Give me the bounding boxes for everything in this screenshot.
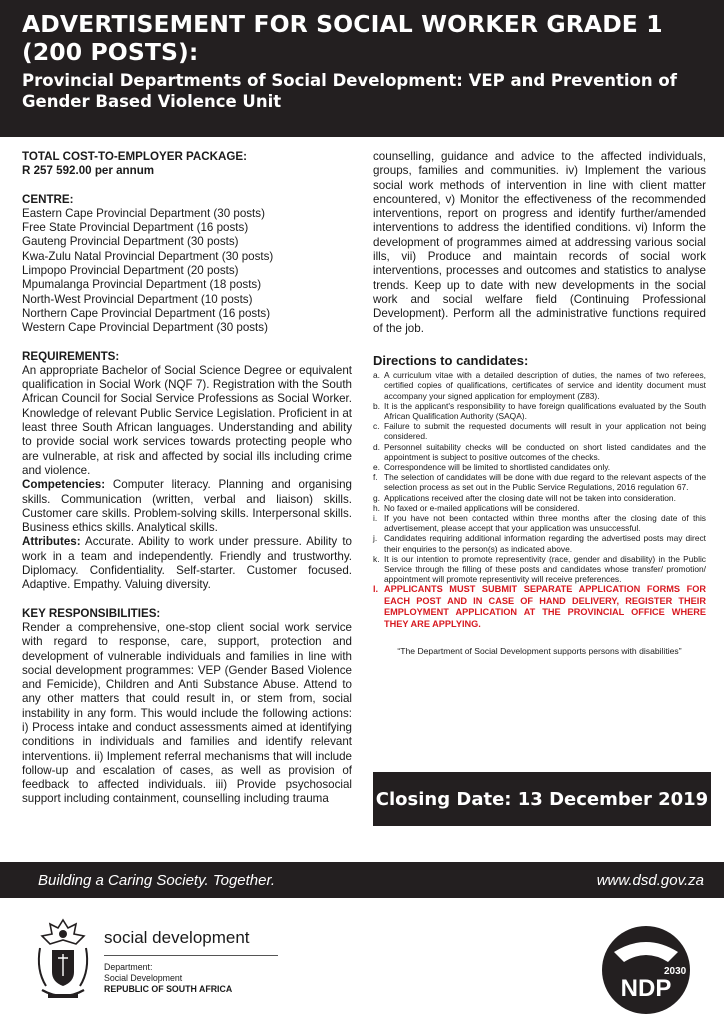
competencies-text: Computer literacy. Planning and organising skills. Communication (written, verbal and liaison) skills. Customer care skills. Problem-solving skills. Interpersonal skills. Business ethics skills. Analytical skills.	[22, 478, 352, 535]
direction-item	[373, 554, 706, 585]
competencies-label: Competencies:	[22, 478, 106, 492]
centre-item: Kwa-Zulu Natal Provincial Department (30 posts)	[22, 249, 274, 263]
dept-line: Department:	[104, 962, 153, 972]
direction-text: Personnel suitability checks will be conducted on short listed candidates and the appointment is subject to positive outcomes of the checks.	[384, 441, 706, 462]
direction-text: It is our intention to promote representivity (race, gender and disability) in the Public Service through the filling of these posts and candidates whose transfer/ promotion/ appointment will promote representivity will receive preferences.	[384, 553, 706, 585]
direction-item	[373, 513, 706, 533]
centre-item: Eastern Cape Provincial Department (30 posts)	[22, 206, 265, 220]
centre-item: Western Cape Provincial Department (30 posts)	[22, 321, 268, 335]
footer-bar	[0, 862, 724, 898]
direction-item	[373, 442, 706, 462]
footer-slogan: Building a Caring Society. Together.	[38, 871, 276, 889]
direction-text: A curriculum vitae with a detailed description of duties, the names of two referees, certified copies of qualifications, certificates of service and identity document must accompany your signed application for employment (Z83).	[384, 370, 706, 401]
footer-website-link[interactable]: www.dsd.gov.za	[596, 871, 704, 889]
disability-statement: “The Department of Social Development supports persons with disabilities”	[397, 646, 682, 657]
ndp-logo-icon	[598, 922, 694, 1018]
attributes-text: Accurate. Ability to work under pressure. Ability to work in a team and independently. Friendly and trustworthy. Diplomacy. Confidentiality. Self-starter. Customer focused. Adaptive. Empathy. Valuing diversity.	[22, 535, 352, 592]
direction-item	[373, 462, 706, 472]
closing-date-banner	[373, 772, 711, 826]
direction-letter: h.	[373, 502, 380, 513]
direction-letter: g.	[373, 492, 380, 503]
direction-text: Applications received after the closing date will not be taken into consideration.	[384, 492, 676, 503]
package-heading: TOTAL COST-TO-EMPLOYER PACKAGE:	[22, 150, 248, 163]
direction-item	[373, 493, 706, 503]
direction-text: If you have not been contacted within three months after the closing date of this advertisement, please accept that your application was unsuccessful.	[384, 513, 706, 534]
page-subtitle: Provincial Departments of Social Development: VEP and Prevention of Gender Based Violence Unit	[22, 71, 677, 111]
requirements-heading: REQUIREMENTS:	[22, 349, 120, 363]
coat-of-arms-icon	[32, 914, 94, 1006]
dept-line: REPUBLIC OF SOUTH AFRICA	[104, 984, 233, 994]
direction-item	[373, 533, 706, 553]
direction-letter: e.	[373, 461, 380, 472]
centre-list	[22, 207, 352, 336]
directions-heading: Directions to candidates:	[373, 352, 529, 368]
requirements-text: An appropriate Bachelor of Social Science Degree or equivalent qualification in Social Work (NQF 7). Registration with the South African Council for Social Service Professions as Social Worker. Knowledge of relevant Public Service Legislation. Proficient in at least three South African languages. Understanding and ability to provide social work services towards protecting people who are vulnerable, at risk and affected by social ills including crime and violence.	[22, 363, 352, 477]
direction-text: Candidates requiring additional information regarding the advertised posts may direct their enquiries to the person(s) as indicated above.	[384, 533, 706, 554]
logo-divider	[104, 955, 278, 956]
direction-text: APPLICANTS MUST SUBMIT SEPARATE APPLICATION FORMS FOR EACH POST AND IN CASE OF HAND DELIVERY, REGISTER THEIR EMPLOYMENT APPLICATION AT THE PROVINCIAL OFFICE WHERE THEY ARE APPLYING.	[384, 584, 706, 629]
logo-title: social development	[104, 928, 250, 947]
direction-item	[373, 421, 706, 441]
centre-item: Free State Provincial Department (16 posts)	[22, 221, 249, 235]
direction-item	[373, 370, 706, 401]
department-info	[104, 962, 232, 995]
centre-item: North-West Provincial Department (10 posts)	[22, 292, 253, 306]
direction-letter: d.	[373, 441, 380, 452]
package-amount: R 257 592.00 per annum	[22, 164, 155, 178]
page-title: ADVERTISEMENT FOR SOCIAL WORKER GRADE 1 (200 POSTS):	[22, 10, 663, 66]
direction-item	[373, 401, 706, 421]
direction-text: No faxed or e-mailed applications will be considered.	[384, 502, 580, 513]
department-logo	[32, 914, 362, 1014]
ndp-text: NDP	[620, 975, 672, 1002]
direction-letter: i.	[373, 513, 378, 523]
attributes-paragraph	[22, 535, 352, 592]
centre-item: Northern Cape Provincial Department (16 posts)	[22, 306, 271, 320]
responsibilities-heading: KEY RESPONSIBILITIES:	[22, 606, 161, 620]
direction-letter: f.	[373, 472, 378, 483]
responsibilities-text-left: Render a comprehensive, one-stop client social work service with regard to response, care, support, protection and development of vulnerable individuals and families in line with social development programmes: VEP (Gender Based Violence and Femicide), Children and Anti Substance Abuse. Attend to any other matters that could result in, or stem from, social instability in any form. This would include the following actions: i) Process intake and conduct assessments aimed at identifying conditions in individuals and families and identify relevant interventions. ii) Implement referral mechanisms that will include follow-up and escalation of cases, as well as provision of feedback to affected individuals. iii) Provide psychosocial support including containment, counselling including trauma	[22, 620, 352, 806]
responsibilities-text-right: counselling, guidance and advice to the affected individuals, groups, families and communities. iv) Implement the various social work methods of intervention in line with client matter encountered, v) Monitor the effectiveness of the recommended interventions, report on progress and identify further/amended interventions to address the identified conditions. vi) Inform the development of programmes aimed at addressing various social ills, vii) Produce and maintain records of social work interventions, processes and outcomes and statistics to analyse trends. Keep up to date with new developments in the social work and social welfare field (Continuing Professional Development). Perform all the administrative functions required of the job.	[373, 150, 706, 335]
direction-letter: l.	[373, 584, 379, 595]
direction-text: The selection of candidates will be done with due regard to the relevant aspects of the selection process as set out in the Public Service Regulations, 2016 regulation 67.	[384, 472, 706, 493]
direction-letter: b.	[373, 400, 380, 411]
centre-item: Limpopo Provincial Department (20 posts)	[22, 264, 239, 278]
centre-item: Mpumalanga Provincial Department (18 posts)	[22, 278, 262, 292]
direction-item	[373, 472, 706, 492]
direction-letter: a.	[373, 370, 380, 381]
direction-letter: k.	[373, 553, 380, 564]
header-banner	[0, 0, 724, 137]
direction-text: Correspondence will be limited to shortlisted candidates only.	[384, 461, 611, 472]
attributes-label: Attributes:	[22, 535, 81, 549]
centre-item: Gauteng Provincial Department (30 posts)	[22, 235, 239, 249]
left-column	[22, 150, 352, 807]
direction-letter: c.	[373, 421, 380, 432]
ndp-year: 2030	[664, 966, 687, 977]
directions-list	[373, 370, 706, 630]
right-column	[373, 150, 706, 659]
direction-text: Failure to submit the requested documents will result in your application not being considered.	[384, 421, 706, 442]
closing-date-text: Closing Date: 13 December 2019	[375, 788, 709, 810]
direction-letter: j.	[373, 533, 378, 544]
centre-heading: CENTRE:	[22, 192, 74, 206]
competencies-paragraph	[22, 478, 352, 535]
direction-item-important	[373, 584, 706, 630]
direction-item	[373, 503, 706, 513]
direction-text: It is the applicant's responsibility to have foreign qualifications evaluated by the South African Qualification Authority (SAQA).	[384, 400, 706, 421]
dept-line: Social Development	[104, 973, 183, 983]
